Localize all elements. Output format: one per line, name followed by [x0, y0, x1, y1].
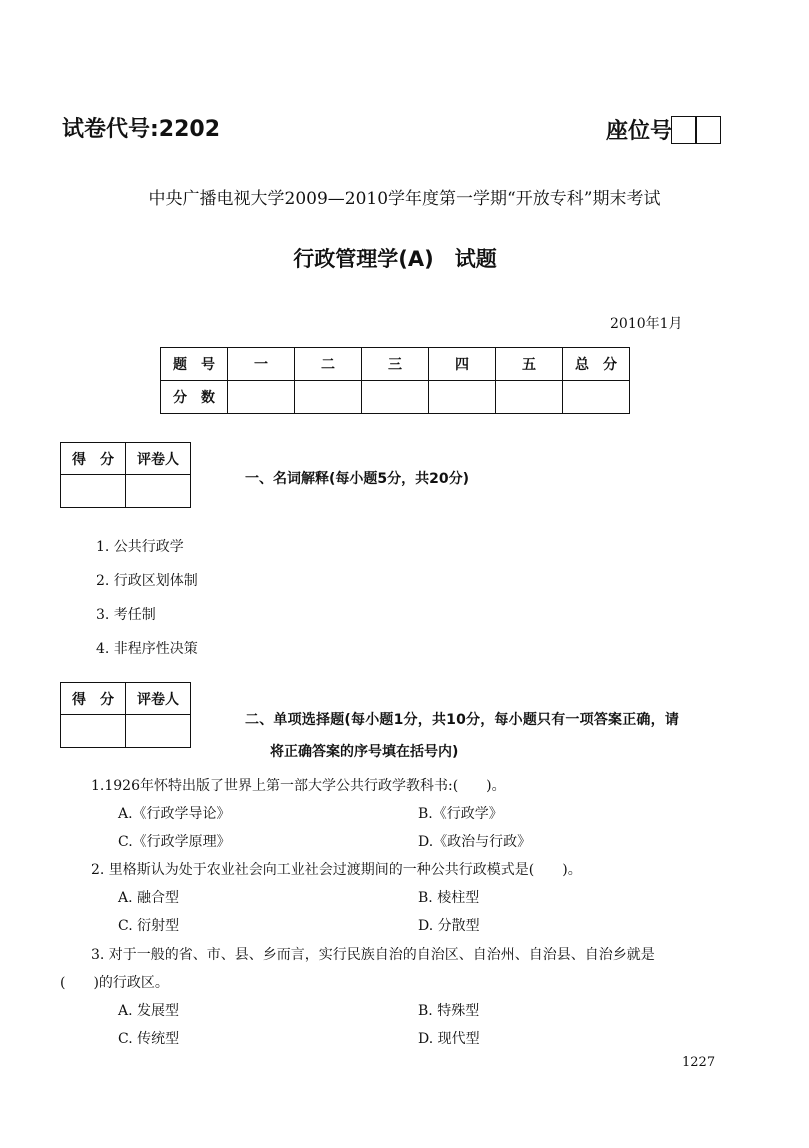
- score-cell[interactable]: [228, 381, 295, 414]
- score-table-header-row: [161, 348, 630, 381]
- section-heading: 一、名词解释(每小题5分，共20分): [245, 471, 470, 487]
- seat-label: 座位号: [606, 119, 673, 144]
- option: B.《行政学》: [418, 806, 503, 822]
- seat-box-1[interactable]: [671, 116, 697, 144]
- option: D. 分散型: [418, 918, 480, 934]
- score-table-row-label: 分 数: [161, 381, 228, 414]
- score-cell[interactable]: [61, 475, 126, 508]
- score-table: [160, 347, 630, 414]
- score-label: 得 分: [61, 683, 126, 715]
- grader-cell[interactable]: [126, 475, 191, 508]
- section-heading: 二、单项选择题(每小题1分，共10分，每小题只有一项答案正确，请: [245, 712, 680, 728]
- grader-box: [60, 682, 191, 748]
- score-table-column: 五: [496, 348, 563, 381]
- option: B. 特殊型: [418, 1003, 480, 1019]
- score-table-row-label: 题 号: [161, 348, 228, 381]
- score-label: 得 分: [61, 443, 126, 475]
- grader-label: 评卷人: [126, 683, 191, 715]
- exam-subtitle: 中央广播电视大学2009—2010学年度第一学期“开放专科”期末考试: [148, 189, 661, 209]
- score-cell[interactable]: [362, 381, 429, 414]
- score-cell[interactable]: [429, 381, 496, 414]
- score-table-column: 四: [429, 348, 496, 381]
- option: A.《行政学导论》: [118, 806, 231, 822]
- score-table-column: 三: [362, 348, 429, 381]
- question-stem: 3. 对于一般的省、市、县、乡而言，实行民族自治的自治区、自治州、自治县、自治乡就是: [91, 947, 655, 963]
- seat-number: [606, 114, 721, 145]
- grader-cell[interactable]: [126, 715, 191, 748]
- exam-date: 2010年1月: [610, 316, 683, 332]
- page-number: 1227: [682, 1055, 716, 1070]
- score-cell[interactable]: [496, 381, 563, 414]
- option: A. 融合型: [118, 890, 180, 906]
- question-stem: 2. 里格斯认为处于农业社会向工业社会过渡期间的一种公共行政模式是( )。: [91, 862, 582, 878]
- score-table-column: 二: [295, 348, 362, 381]
- list-item: 4. 非程序性决策: [96, 641, 198, 657]
- grader-box: [60, 442, 191, 508]
- score-cell[interactable]: [295, 381, 362, 414]
- seat-box-2[interactable]: [695, 116, 721, 144]
- list-item: 2. 行政区划体制: [96, 573, 198, 589]
- option: B. 棱柱型: [418, 890, 480, 906]
- score-cell[interactable]: [61, 715, 126, 748]
- exam-title: 行政管理学(A) 试题: [293, 247, 497, 271]
- paper-code: 试卷代号:2202: [62, 117, 221, 142]
- list-item: 1. 公共行政学: [96, 539, 184, 555]
- score-table-column: 一: [228, 348, 295, 381]
- option: D.《政治与行政》: [418, 834, 532, 850]
- option: A. 发展型: [118, 1003, 180, 1019]
- option: D. 现代型: [418, 1031, 480, 1047]
- question-stem: 1.1926年怀特出版了世界上第一部大学公共行政学教科书:( )。: [91, 778, 506, 794]
- question-stem-cont: ( )的行政区。: [60, 975, 169, 991]
- list-item: 3. 考任制: [96, 607, 156, 623]
- option: C.《行政学原理》: [118, 834, 231, 850]
- section-heading-cont: 将正确答案的序号填在括号内): [270, 744, 459, 760]
- option: C. 衍射型: [118, 918, 180, 934]
- option: C. 传统型: [118, 1031, 180, 1047]
- score-cell[interactable]: [563, 381, 630, 414]
- score-table-column: 总 分: [563, 348, 630, 381]
- grader-label: 评卷人: [126, 443, 191, 475]
- score-table-score-row: [161, 381, 630, 414]
